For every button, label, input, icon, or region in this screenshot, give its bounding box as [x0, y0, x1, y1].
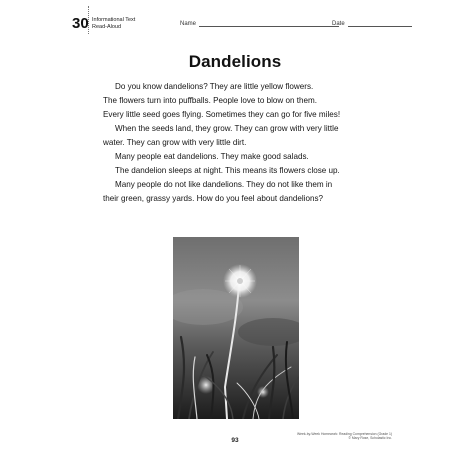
passage-number: 30	[72, 15, 89, 32]
page-title: Dandelions	[188, 52, 282, 71]
header-divider	[88, 6, 89, 34]
page-number: 93	[231, 437, 239, 444]
credit-line-2: © Mary Rose, Scholastic Inc.	[348, 436, 392, 441]
name-blank-line[interactable]	[199, 20, 339, 27]
passage-line: Do you know dandelions? They are little yellow flowers.	[115, 82, 314, 91]
passage-line: their green, grassy yards. How do you feel about dandelions?	[103, 194, 324, 203]
credit-line-1: Week-by-Week Homework: Reading Comprehension (Grade 1)	[296, 432, 392, 436]
passage-line: Many people do not like dandelions. They do not like them in	[115, 180, 333, 189]
passage-text	[103, 80, 393, 206]
copyright-credit	[297, 432, 392, 441]
date-blank-line[interactable]	[348, 20, 412, 27]
date-label: Date	[332, 21, 345, 27]
passage-line: water. They can grow with very little dirt.	[103, 138, 247, 147]
passage-line: Many people eat dandelions. They make good salads.	[115, 152, 309, 161]
name-label: Name	[180, 21, 197, 27]
passage-type-line-2: Read-Aloud	[92, 23, 122, 30]
passage-line: When the seeds land, they grow. They can grow with very little	[115, 124, 339, 133]
passage-line: The flowers turn into puffballs. People love to blow on them.	[103, 96, 318, 105]
dandelion-puffball-photo	[173, 237, 299, 419]
name-field[interactable]	[180, 20, 339, 27]
date-field[interactable]	[332, 20, 412, 27]
passage-line: The dandelion sleeps at night. This means its flowers close up.	[115, 166, 340, 175]
passage-type-line-1: Informational Text	[92, 17, 136, 23]
passage-line: Every little seed goes flying. Sometimes they can go for five miles!	[103, 110, 341, 119]
passage-type	[92, 17, 135, 30]
